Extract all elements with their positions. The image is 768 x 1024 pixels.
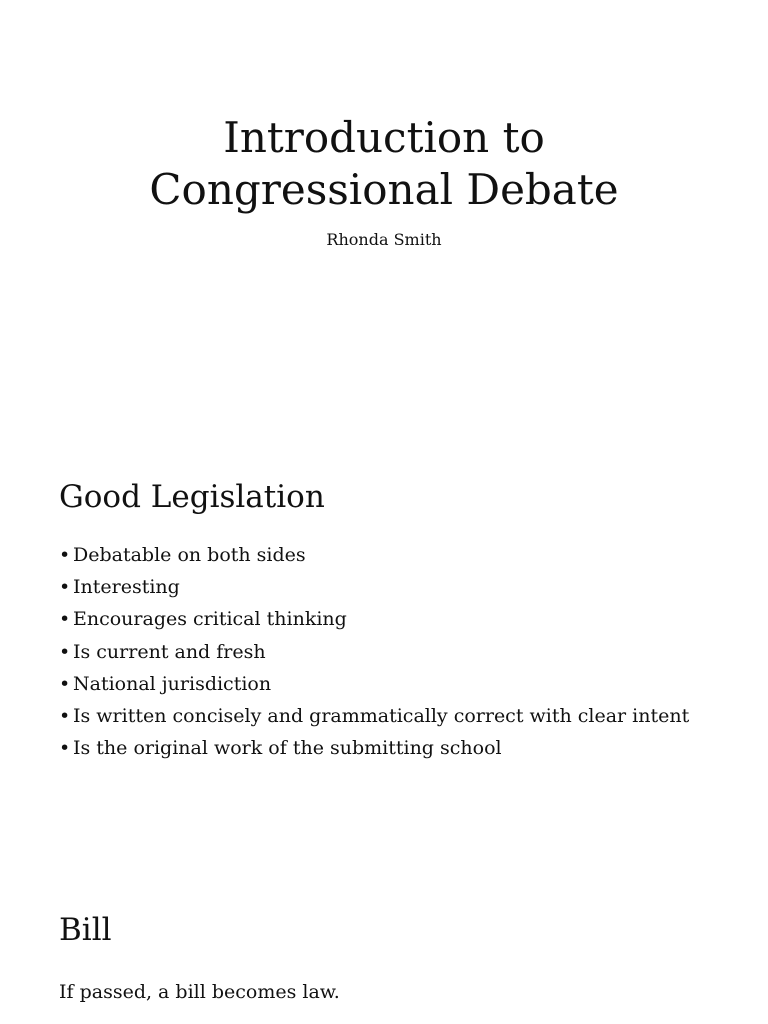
list-item-text: Is current and fresh [73,640,266,663]
list-item-text: Is the original work of the submitting school [73,737,502,760]
list-item-text: Encourages critical thinking [73,608,347,631]
list-item-text: National jurisdiction [73,672,272,695]
list-item [59,636,738,668]
presentation-title [0,112,768,216]
title-line-2: Congressional Debate [149,165,619,214]
bullet-mark: • [59,544,71,566]
list-item [59,571,738,603]
list-item [59,732,738,764]
list-item [59,603,738,635]
bullet-mark: • [59,672,71,695]
bullet-mark: • [59,705,71,728]
title-line-1: Introduction to [223,113,545,162]
slide-heading: Bill [59,912,112,948]
body-text: If passed, a bill becomes law. [59,981,340,1003]
bullet-list [59,539,738,764]
list-item-text: Debatable on both sides [73,544,306,566]
list-item [59,539,738,571]
list-item [59,700,738,732]
bill-slide [0,910,768,1006]
bullet-mark: • [59,640,71,663]
list-item [59,668,738,700]
bullet-mark: • [59,737,71,760]
title-slide [0,112,768,251]
bullet-mark: • [59,608,71,631]
bullet-mark: • [59,576,71,599]
slide-heading: Good Legislation [59,479,325,515]
list-item-text: Is written concisely and grammatically correct with clear intent [73,705,690,728]
author-name: Rhonda Smith [326,230,442,249]
good-legislation-slide [0,477,768,764]
list-item-text: Interesting [73,576,180,599]
